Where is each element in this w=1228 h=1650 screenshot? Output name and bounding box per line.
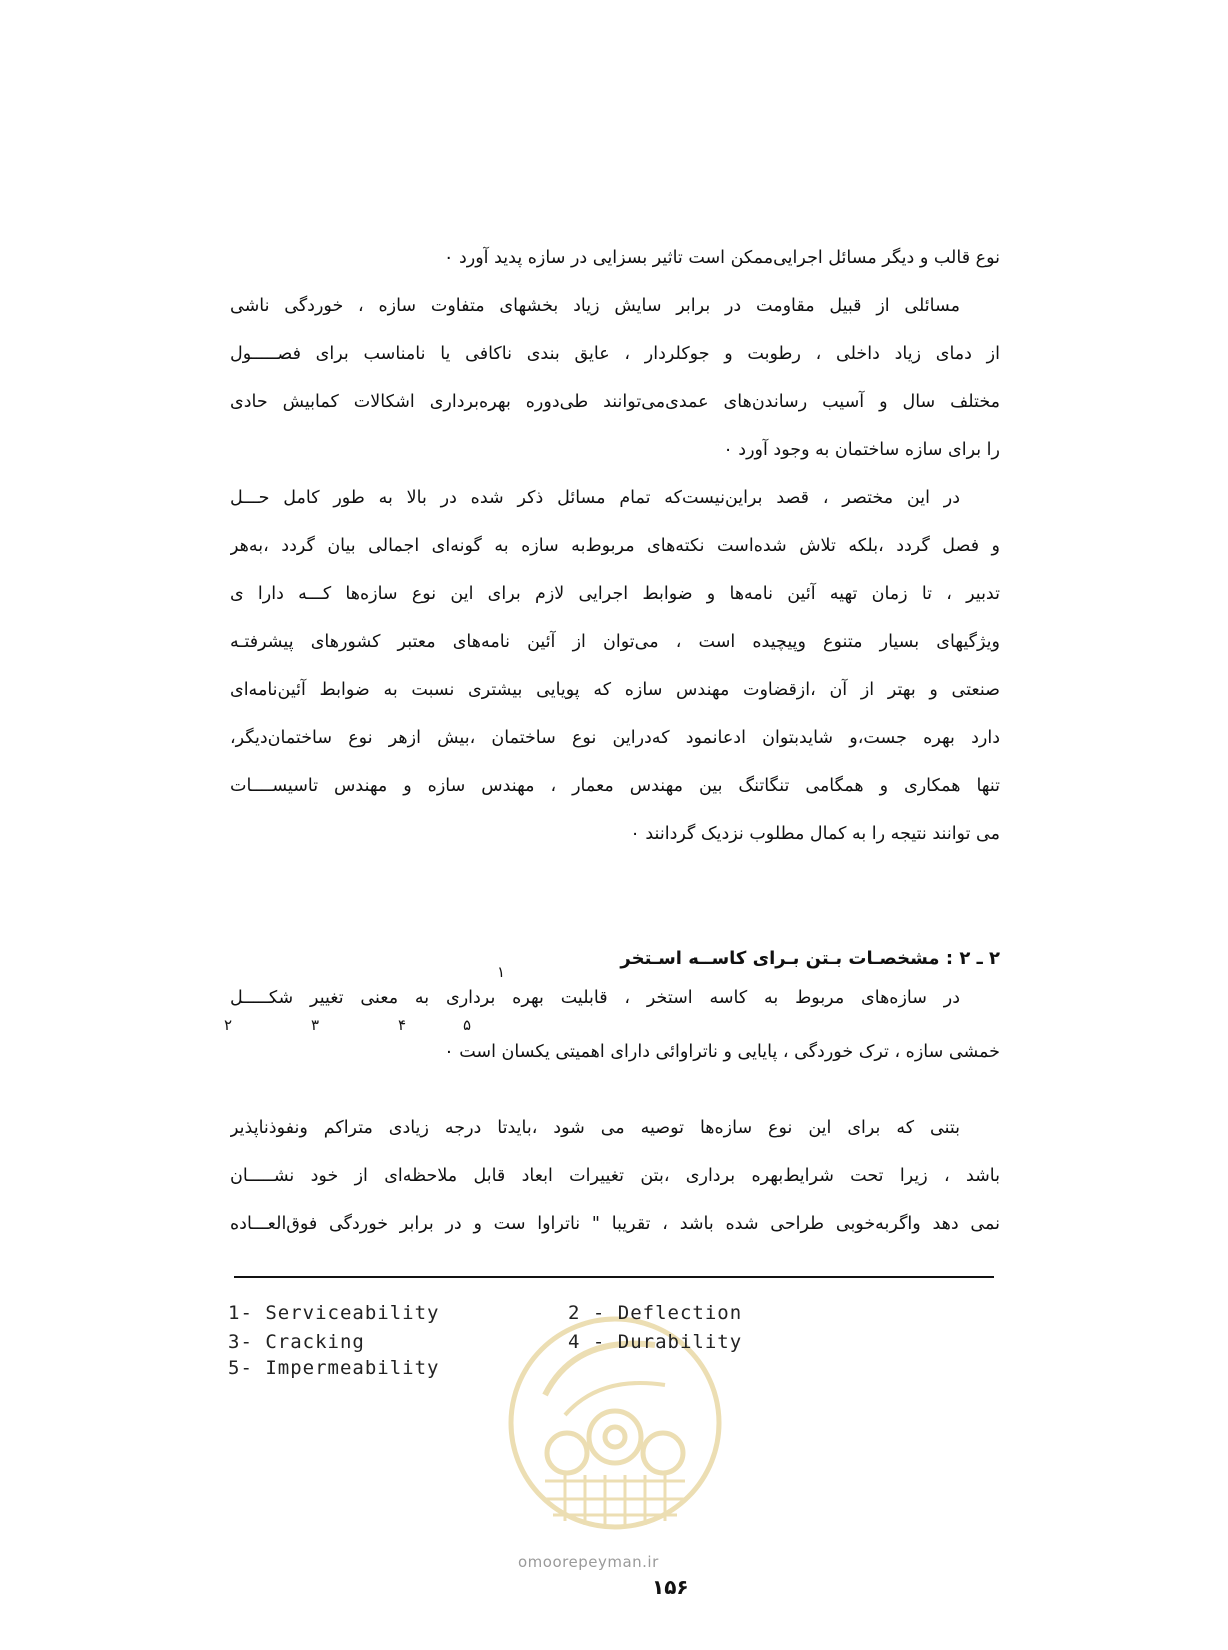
footnote-marker-5: ۵ (463, 1016, 472, 1034)
paragraph-3-line-7: تنها همکاری و همگامی تنگاتنگ بین مهندس معمار ، مهندس سازه و مهندس تاسیســــات (230, 776, 1000, 796)
paragraph-3-line-8: می توانند نتیجه را به کمال مطلوب نزدیک گردانند ۰ (630, 824, 1000, 844)
footnote-marker-3: ۳ (311, 1016, 320, 1034)
paragraph-5-line-2: باشد ، زیرا تحت شرایط‌بهره برداری ،بتن تغییرات ابعاد قابل ملاحظه‌ای از خود نشـــــان (230, 1166, 1000, 1186)
paragraph-3-line-3: تدبیر ، تا زمان تهیه آئین نامه‌ها و ضوابط اجرایی لازم برای این نوع سازه‌ها کـــه دارا ی (230, 584, 1000, 604)
footnote-3: 3- Cracking (228, 1331, 365, 1353)
footnote-1: 1- Serviceability (228, 1302, 440, 1324)
footnote-marker-1: ۱ (497, 963, 506, 981)
paragraph-2-line-2: از دمای زیاد داخلی ، رطوبت و جوکلردار ، عایق بندی ناکافی یا نامناسب برای فصـــــول (230, 344, 1000, 364)
watermark-site-text: omoorepeyman.ir (518, 1553, 659, 1571)
footnote-marker-2: ۲ (224, 1016, 233, 1034)
footnote-2: 2 - Deflection (568, 1302, 743, 1324)
paragraph-3-line-1: در این مختصر ، قصد براین‌نیست‌که تمام مسائل ذکر شده در بالا به طور کامل حـــل (230, 488, 960, 508)
section-heading: ۲ ـ ۲ : مشخصـات بـتن بـرای کاســه اسـتخر (620, 948, 1000, 969)
page-number: ۱۵۶ (652, 1575, 689, 1599)
paragraph-2-line-3: مختلف سال و آسیب رساندن‌های عمدی‌می‌توانند طی‌دوره بهره‌برداری اشکالات کمابیش حادی (230, 392, 1000, 412)
paragraph-3-line-4: ویژگیهای بسیار متنوع وپیچیده است ، می‌توان از آئین نامه‌های معتبر کشورهای پیشرفتـه (230, 632, 1000, 652)
paragraph-3-line-6: دارد بهره جست،و شایدبتوان ادعانمود که‌دراین نوع ساختمان ،بیش ازهر نوع ساختمان‌دیگر، (230, 728, 1000, 748)
paragraph-3-line-2: و فصل گردد ،بلکه تلاش شده‌است نکته‌های مربوط‌به سازه به گونه‌ای اجمالی بیان گردد ،به‌هر (230, 536, 1000, 556)
paragraph-4-line-1: در سازه‌های مربوط به کاسه استخر ، قابلیت بهره برداری به معنی تغییر شکـــــل (230, 988, 960, 1008)
footnote-divider (234, 1276, 994, 1278)
paragraph-3-line-5: صنعتی و بهتر از آن ،ازقضاوت مهندس سازه که پویایی بیشتری نسبت به ضوابط آئین‌نامه‌ای (230, 680, 1000, 700)
paragraph-1-line-1: نوع قالب و دیگر مسائل اجرایی‌ممکن است تاثیر بسزایی در سازه پدید آورد ۰ (444, 248, 1000, 268)
paragraph-2-line-1: مسائلی از قبیل مقاومت در برابر سایش زیاد بخشهای متفاوت سازه ، خوردگی ناشی (230, 296, 960, 316)
footnote-5: 5- Impermeability (228, 1357, 440, 1379)
paragraph-5-line-3: نمی دهد واگربه‌خوبی طراحی شده باشد ، تقریبا " ناتراوا ست و در برابر خوردگی فوق‌العـــاده (230, 1214, 1000, 1234)
footnote-marker-4: ۴ (398, 1016, 407, 1034)
paragraph-4-line-2: خمشی سازه ، ترک خوردگی ، پایایی و ناتراوائی دارای اهمیتی یکسان است ۰ (444, 1042, 1000, 1062)
paragraph-5-line-1: بتنی که برای این نوع سازه‌ها توصیه می شود ،بایدتا درجه زیادی متراکم ونفوذناپذیر (230, 1118, 960, 1138)
footnote-4: 4 - Durability (568, 1331, 743, 1353)
paragraph-2-line-4: را برای سازه ساختمان به وجود آورد ۰ (723, 440, 1000, 460)
